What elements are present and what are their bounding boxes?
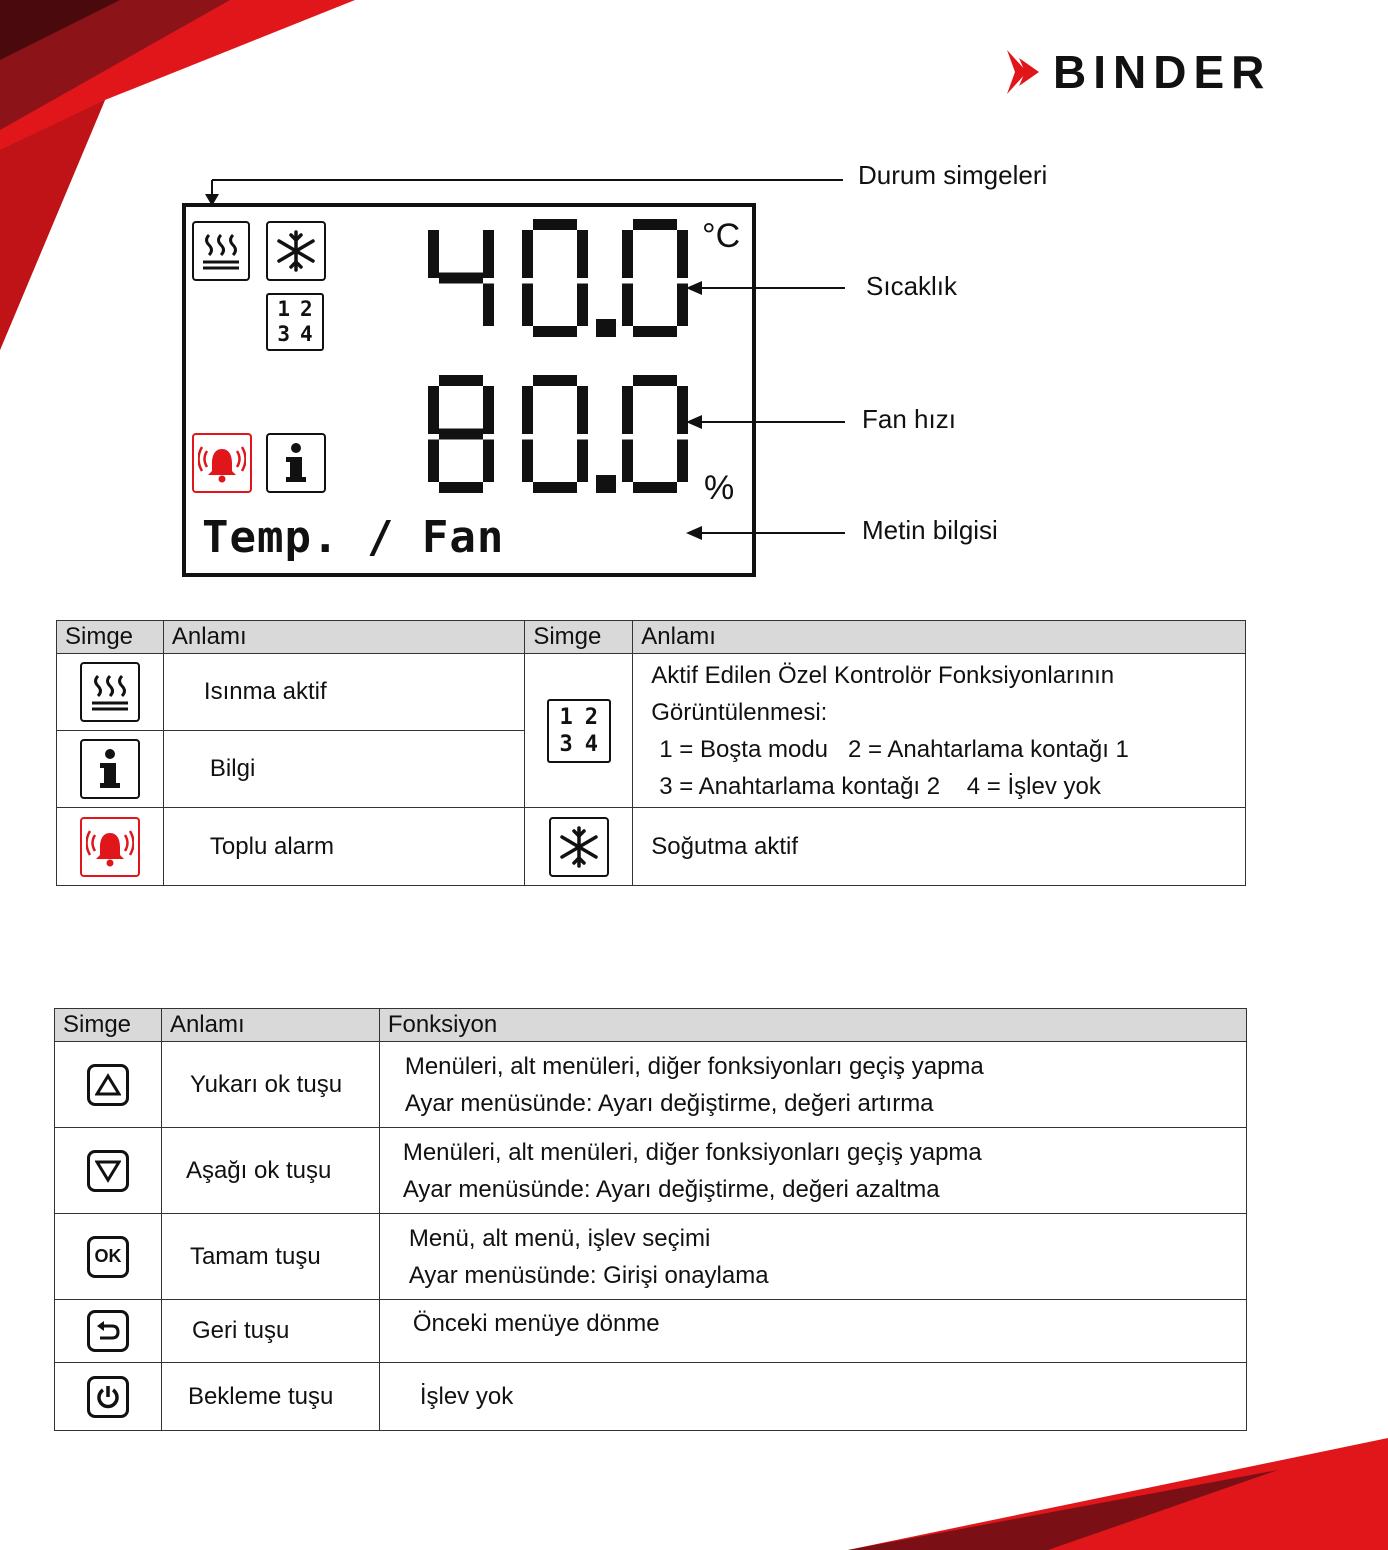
segment-a bbox=[533, 375, 577, 386]
fan-unit: % bbox=[704, 469, 735, 507]
segment-g bbox=[439, 273, 483, 284]
back-key-icon bbox=[87, 1310, 129, 1352]
meaning-alarm: Toplu alarm bbox=[163, 808, 524, 886]
segment-f bbox=[428, 230, 439, 278]
meaning-cooling: Soğutma aktif bbox=[633, 808, 1246, 886]
standby-key-icon bbox=[87, 1376, 129, 1418]
segment-e bbox=[428, 440, 439, 483]
segment-e bbox=[522, 440, 533, 483]
segment-c bbox=[677, 440, 688, 483]
header-anlami-keys: Anlamı bbox=[161, 1009, 379, 1042]
segment-c bbox=[483, 284, 494, 327]
snowflake-icon bbox=[549, 817, 609, 877]
table-row-up-key bbox=[55, 1042, 162, 1128]
function-ok-key: Menü, alt menü, işlev seçimi Ayar menüsünde: Girişi onaylama bbox=[379, 1214, 1246, 1300]
segment-b bbox=[677, 230, 688, 278]
alarm-icon bbox=[192, 433, 252, 493]
contacts-icon: 1 2 3 4 bbox=[266, 293, 324, 351]
segment-b bbox=[577, 230, 588, 278]
segment-d bbox=[633, 326, 677, 337]
segment-c bbox=[577, 440, 588, 483]
meaning-down-key: Aşağı ok tuşu bbox=[161, 1128, 379, 1214]
function-standby-key: İşlev yok bbox=[379, 1363, 1246, 1431]
segment-d bbox=[533, 482, 577, 493]
callout-temperature: Sıcaklık bbox=[866, 271, 958, 301]
segment-c bbox=[677, 284, 688, 327]
table-row-contacts-icon bbox=[525, 654, 633, 808]
header-anlami: Anlamı bbox=[163, 621, 524, 654]
table-row-heating-icon bbox=[57, 654, 164, 731]
segment-d bbox=[439, 482, 483, 493]
decimal-point bbox=[596, 319, 616, 337]
segment-b bbox=[577, 386, 588, 434]
segment-f bbox=[522, 230, 533, 278]
function-down-key: Menüleri, alt menüleri, diğer fonksiyonları geçiş yapma Ayar menüsünde: Ayarı değiştirme, değeri azaltma bbox=[379, 1128, 1246, 1214]
table-row-alarm-icon bbox=[57, 808, 164, 886]
table-row-snowflake-icon bbox=[525, 808, 633, 886]
table-row-back-key bbox=[55, 1300, 162, 1363]
temperature-unit: °C bbox=[702, 217, 741, 255]
decimal-point bbox=[596, 475, 616, 493]
display-text-info: Temp. / Fan bbox=[202, 512, 505, 563]
header-anlami-2: Anlamı bbox=[633, 621, 1246, 654]
segment-c bbox=[577, 284, 588, 327]
table-row-info-icon bbox=[57, 731, 164, 808]
keys-table bbox=[54, 1008, 1247, 1431]
segment-b bbox=[483, 386, 494, 434]
status-icons-table bbox=[56, 620, 1246, 886]
segment-a bbox=[533, 219, 577, 230]
function-up-key: Menüleri, alt menüleri, diğer fonksiyonları geçiş yapma Ayar menüsünde: Ayarı değiştirme, değeri artırma bbox=[379, 1042, 1246, 1128]
brand-name: BINDER bbox=[1053, 46, 1272, 98]
segment-g bbox=[439, 429, 483, 440]
segment-b bbox=[677, 386, 688, 434]
callout-status-icons: Durum simgeleri bbox=[858, 160, 1048, 190]
snowflake-icon bbox=[266, 221, 326, 281]
meaning-back-key: Geri tuşu bbox=[161, 1300, 379, 1363]
segment-a bbox=[633, 375, 677, 386]
up-arrow-key-icon bbox=[87, 1064, 129, 1106]
down-arrow-key-icon bbox=[87, 1150, 129, 1192]
segment-f bbox=[522, 386, 533, 434]
temperature-readout bbox=[422, 219, 702, 349]
segment-f bbox=[428, 386, 439, 434]
header-simge-2: Simge bbox=[525, 621, 633, 654]
meaning-standby-key: Bekleme tuşu bbox=[161, 1363, 379, 1431]
segment-e bbox=[622, 284, 633, 327]
function-back-key: Önceki menüye dönme bbox=[379, 1300, 1246, 1363]
meaning-up-key: Yukarı ok tuşu bbox=[161, 1042, 379, 1128]
corner-decoration-bottom bbox=[848, 1430, 1388, 1550]
segment-a bbox=[633, 219, 677, 230]
callout-text-info: Metin bilgisi bbox=[862, 515, 998, 545]
table-row-standby-key bbox=[55, 1363, 162, 1431]
heating-icon bbox=[192, 221, 250, 281]
table-row-ok-key bbox=[55, 1214, 162, 1300]
table-row-down-key bbox=[55, 1128, 162, 1214]
segment-d bbox=[633, 482, 677, 493]
alarm-icon bbox=[80, 817, 140, 877]
header-simge-keys: Simge bbox=[55, 1009, 162, 1042]
segment-e bbox=[622, 440, 633, 483]
meaning-info: Bilgi bbox=[163, 731, 524, 808]
meaning-heating: Isınma aktif bbox=[163, 654, 524, 731]
ok-key-icon: OK bbox=[87, 1236, 129, 1278]
meaning-contacts: Aktif Edilen Özel Kontrolör Fonksiyonlarının Görüntülenmesi: 1 = Boşta modu 2 = Anahtarlama kontağı 1 3 = Anahtarlama kontağı 2 4 = İşlev yok bbox=[633, 654, 1246, 808]
segment-f bbox=[622, 230, 633, 278]
header-simge: Simge bbox=[57, 621, 164, 654]
contacts-icon: 1 2 3 4 bbox=[547, 699, 611, 763]
fan-speed-readout bbox=[422, 375, 702, 505]
heating-icon bbox=[80, 662, 140, 722]
segment-b bbox=[483, 230, 494, 278]
info-icon bbox=[266, 433, 326, 493]
meaning-ok-key: Tamam tuşu bbox=[161, 1214, 379, 1300]
segment-c bbox=[483, 440, 494, 483]
segment-f bbox=[622, 386, 633, 434]
callout-fan-speed: Fan hızı bbox=[862, 404, 956, 434]
segment-e bbox=[522, 284, 533, 327]
segment-a bbox=[439, 375, 483, 386]
segment-d bbox=[533, 326, 577, 337]
header-fonksiyon: Fonksiyon bbox=[379, 1009, 1246, 1042]
info-icon bbox=[80, 739, 140, 799]
controller-display bbox=[182, 203, 756, 577]
